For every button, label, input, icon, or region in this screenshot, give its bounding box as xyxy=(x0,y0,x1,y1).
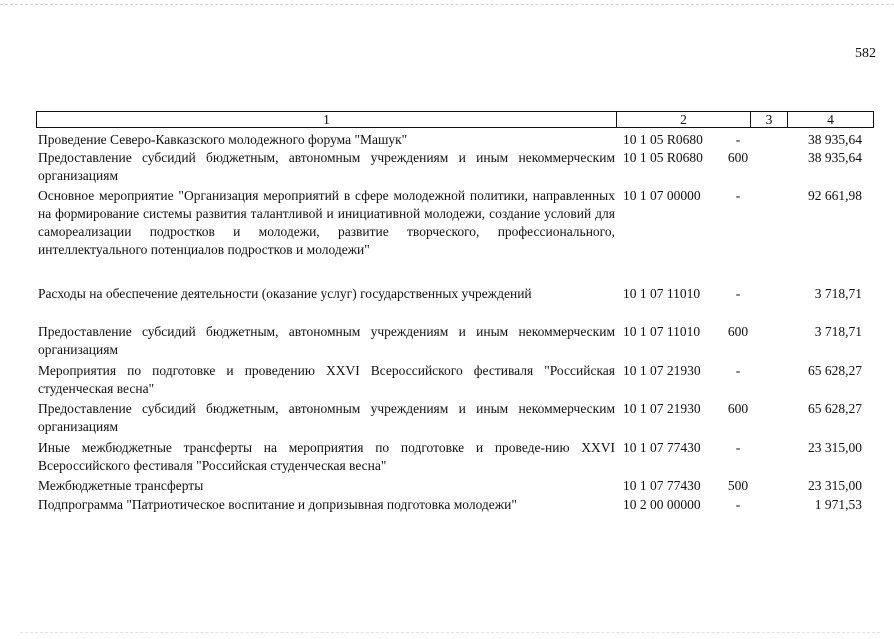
row-amount: 65 628,27 xyxy=(808,401,862,416)
row-amount: 23 315,00 xyxy=(808,478,862,493)
row-code: 10 1 05 R0680 xyxy=(623,132,703,147)
row-expense-type: 600 xyxy=(727,401,749,416)
row-description: Расходы на обеспечение деятельности (оказание услуг) государственных учреждений xyxy=(38,286,532,301)
row-description: Иные межбюджетные трансферты на мероприятия по подготовке и проведе-нию XXVI Всероссийского фестиваля "Российская студенческая весна" xyxy=(38,440,615,473)
row-amount: 38 935,64 xyxy=(808,132,862,147)
column-header-2: 2 xyxy=(680,112,687,127)
row-expense-type: 600 xyxy=(727,150,749,165)
row-expense-type: - xyxy=(735,440,741,455)
row-expense-type: 600 xyxy=(727,324,749,339)
row-code: 10 1 07 77430 xyxy=(623,440,701,455)
row-description: Предоставление субсидий бюджетным, автономным учреждениям и иным некоммерческим организациям xyxy=(38,401,615,434)
row-expense-type: - xyxy=(735,188,741,203)
row-code: 10 1 07 21930 xyxy=(623,401,701,416)
row-code: 10 1 07 11010 xyxy=(623,324,701,339)
row-expense-type: - xyxy=(735,132,741,147)
row-code: 10 1 05 R0680 xyxy=(623,150,703,165)
scan-edge-bottom xyxy=(20,632,880,633)
row-amount: 23 315,00 xyxy=(808,440,862,455)
row-description: Мероприятия по подготовке и проведению XXVI Всероссийского фестиваля "Российская студенческая весна" xyxy=(38,363,615,396)
column-header-4: 4 xyxy=(827,112,834,127)
table-header xyxy=(36,111,874,128)
row-description: Основное мероприятие "Организация мероприятий в сфере молодежной политики, направленных на формирование системы развития талантливой и инициативной молодежи, создание условий для самореализации подростков и молодежи, развитие творческого, профессионального, интеллектуального потенциалов подростков и молодежи" xyxy=(38,188,615,257)
row-amount: 3 718,71 xyxy=(814,286,862,301)
row-expense-type: - xyxy=(735,497,741,512)
column-header-1: 1 xyxy=(323,112,330,127)
row-code: 10 2 00 00000 xyxy=(623,497,701,512)
row-description: Предоставление субсидий бюджетным, автономным учреждениям и иным некоммерческим организациям xyxy=(38,324,615,357)
row-expense-type: 500 xyxy=(727,478,749,493)
page-number: 582 xyxy=(855,46,876,61)
row-description: Межбюджетные трансферты xyxy=(38,478,204,493)
row-expense-type: - xyxy=(735,363,741,378)
scan-edge-top xyxy=(0,4,894,5)
row-code: 10 1 07 21930 xyxy=(623,363,701,378)
row-code: 10 1 07 00000 xyxy=(623,188,701,203)
row-description: Подпрограмма "Патриотическое воспитание и допризывная подготовка молодежи" xyxy=(38,497,517,512)
column-header-3: 3 xyxy=(765,112,773,127)
row-amount: 92 661,98 xyxy=(808,188,862,203)
row-description: Проведение Северо-Кавказского молодежного форума "Машук" xyxy=(38,132,408,147)
row-code: 10 1 07 11010 xyxy=(623,286,701,301)
row-description: Предоставление субсидий бюджетным, автономным учреждениям и иным некоммерческим организациям xyxy=(38,150,615,183)
row-code: 10 1 07 77430 xyxy=(623,478,701,493)
row-amount: 3 718,71 xyxy=(814,324,862,339)
row-expense-type: - xyxy=(735,286,741,301)
row-amount: 65 628,27 xyxy=(808,363,862,378)
row-amount: 1 971,53 xyxy=(814,497,862,512)
row-amount: 38 935,64 xyxy=(808,150,862,165)
